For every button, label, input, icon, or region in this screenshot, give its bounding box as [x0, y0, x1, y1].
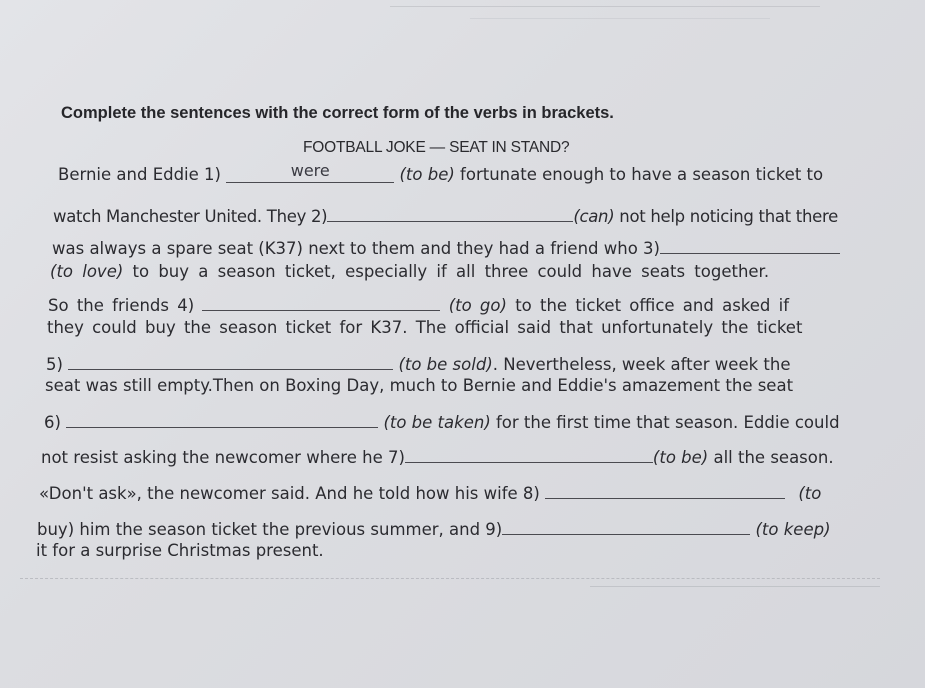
- faint-line-bottom: [590, 586, 880, 588]
- hint-1: (to be): [399, 165, 455, 184]
- sentence-line-5: [48, 293, 789, 316]
- line-12-text: buy) him the season ticket the previous summer, and 9): [37, 520, 503, 539]
- sentence-line-3: [52, 236, 840, 259]
- sentence-line-6: [47, 318, 802, 338]
- sentence-line-11: [39, 481, 821, 504]
- hint-4: (to go): [448, 296, 507, 315]
- hint-2-text: can: [579, 207, 609, 226]
- hint-3: (to love): [50, 262, 124, 281]
- hint-9-text: to keep: [761, 520, 825, 539]
- faint-dashed-line: [20, 578, 880, 580]
- sentence-line-7: [46, 352, 790, 375]
- hint-6: (to be taken): [383, 413, 491, 432]
- sentence-line-9: [44, 410, 840, 433]
- answer-blank-6[interactable]: [66, 410, 378, 428]
- answer-blank-2[interactable]: [327, 204, 573, 222]
- hint-8-open: (to: [798, 484, 822, 503]
- faint-line-top-2: [470, 18, 770, 19]
- hint-9: (to keep): [755, 520, 831, 539]
- line-9-text: 6): [44, 413, 61, 432]
- line-6-text: they could buy the season ticket for K37. The official said that unfortunately the ticket: [47, 318, 803, 337]
- line-5-post: to the ticket office and asked if: [506, 296, 790, 315]
- sentence-line-1: [58, 161, 824, 185]
- line-10-post: all the season.: [708, 448, 834, 467]
- story-title: FOOTBALL JOKE — SEAT IN STAND?: [303, 139, 570, 156]
- sentence-line-12: [37, 517, 831, 540]
- hint-2: (can): [573, 207, 615, 226]
- hint-7: (to be): [652, 448, 709, 467]
- line-8-text: seat was still empty.Then on Boxing Day, much to Bernie and Eddie's amazement the seat: [45, 376, 794, 395]
- answer-1-text: were: [290, 161, 330, 180]
- hint-5-text: to be sold: [404, 355, 487, 374]
- line-2-text: watch Manchester United. They 2): [53, 207, 328, 226]
- line-4-post: to buy a season ticket, especially if all three could have seats together.: [123, 262, 770, 281]
- answer-blank-5[interactable]: [68, 352, 393, 370]
- hint-1-text: to be: [405, 165, 449, 184]
- sentence-line-10: [41, 445, 834, 468]
- sentence-line-2: [53, 204, 838, 227]
- answer-blank-1[interactable]: [226, 161, 394, 183]
- answer-blank-3[interactable]: [660, 236, 840, 254]
- hint-3-text: to love: [56, 262, 117, 281]
- answer-blank-7[interactable]: [405, 445, 653, 463]
- sentence-line-13: [36, 541, 324, 561]
- answer-blank-4[interactable]: [202, 293, 440, 311]
- sentence-line-4: [50, 262, 769, 282]
- line-1-post: fortunate enough to have a season ticket to: [454, 165, 824, 184]
- hint-7-text: to be: [659, 448, 702, 467]
- faint-line-top: [390, 6, 820, 7]
- answer-blank-9[interactable]: [502, 517, 750, 535]
- sentence-line-8: [45, 376, 793, 396]
- line-5-text: So the friends 4): [48, 296, 195, 315]
- instruction-text: Complete the sentences with the correct form of the verbs in brackets.: [61, 104, 614, 122]
- line-11-text: «Don't ask», the newcomer said. And he told how his wife 8): [39, 484, 540, 503]
- line-10-text: not resist asking the newcomer where he 7): [41, 448, 405, 467]
- line-9-post: for the first time that season. Eddie could: [490, 413, 840, 432]
- line-2-post: not help noticing that there: [614, 207, 838, 226]
- hint-6-text: to be taken: [389, 413, 485, 432]
- line-13-text: it for a surprise Christmas present.: [36, 541, 324, 560]
- hint-4-text: to go: [455, 296, 501, 315]
- line-1-text: Bernie and Eddie 1): [58, 165, 221, 184]
- line-7-text: 5): [46, 355, 63, 374]
- line-3-text: was always a spare seat (K37) next to them and they had a friend who 3): [52, 239, 660, 258]
- answer-blank-8[interactable]: [545, 481, 785, 499]
- line-7-post: . Nevertheless, week after week the: [492, 355, 791, 374]
- hint-5: (to be sold): [398, 355, 493, 374]
